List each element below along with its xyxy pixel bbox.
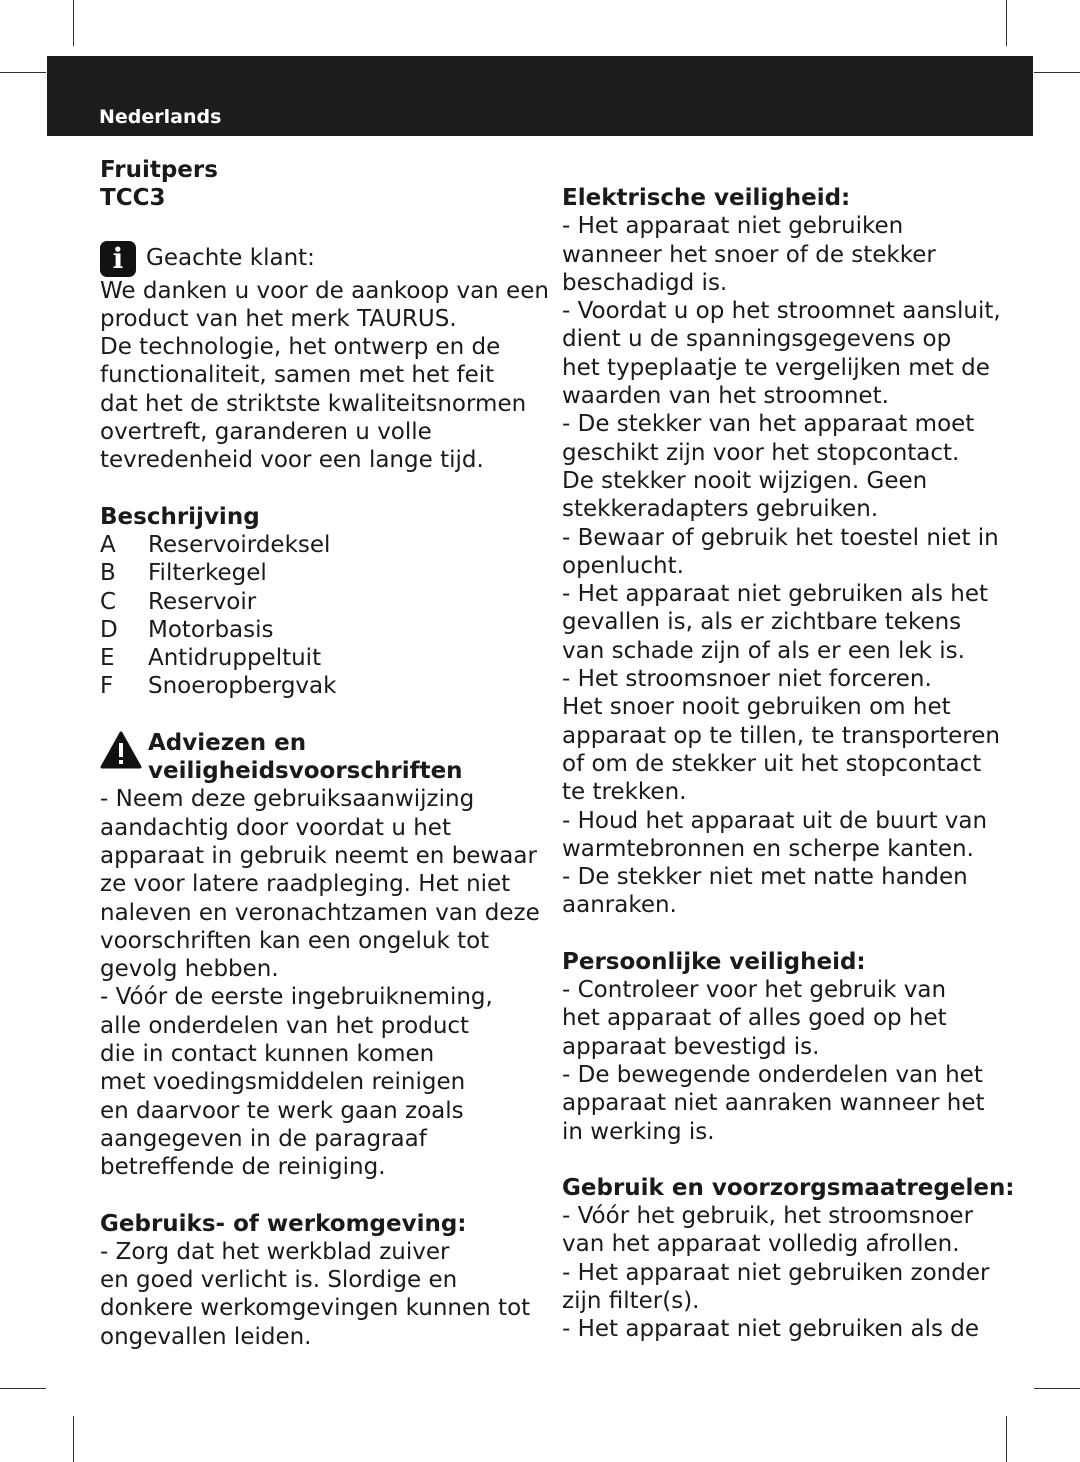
text-line: dat het de striktste kwaliteitsnormen [100, 390, 527, 417]
description-item [100, 616, 530, 644]
usage-heading: Gebruik en voorzorgsmaatregelen: [562, 1174, 1015, 1201]
text-line: openlucht. [562, 552, 684, 579]
description-item-label: Antidruppeltuit [148, 645, 322, 672]
text-line: geschikt zijn voor het stopcontact. [562, 439, 960, 466]
greeting: Geachte klant: [146, 245, 315, 272]
text-line: apparaat bevestigd is. [562, 1033, 820, 1060]
text-line: tevredenheid voor een lange tijd. [100, 447, 484, 474]
description-item [100, 531, 530, 559]
description-item-letter: E [100, 645, 115, 672]
advice-heading-block [100, 729, 530, 786]
description-item-label: Filterkegel [148, 560, 267, 587]
description-list [100, 531, 530, 701]
description-item [100, 672, 530, 700]
text-line: - Houd het apparaat uit de buurt van [562, 807, 988, 834]
text-line: - Het apparaat niet gebruiken als het [562, 581, 989, 608]
description-item-label: Reservoir [148, 588, 257, 615]
text-line: product van het merk TAURUS. [100, 305, 457, 332]
text-line: waarden van het stroomnet. [562, 383, 889, 410]
description-item-letter: B [100, 560, 116, 587]
text-line: aangegeven in de paragraaf [100, 1125, 427, 1152]
personal-text [562, 976, 992, 1146]
description-item-label: Reservoirdeksel [148, 531, 331, 558]
text-line: aandachtig door voordat u het [100, 814, 451, 841]
description-item-label: Motorbasis [148, 616, 274, 643]
environment-text [100, 1238, 530, 1351]
text-line: - De stekker niet met natte handen [562, 864, 968, 891]
text-line: het apparaat of alles goed op het [562, 1005, 947, 1032]
description-item [100, 588, 530, 616]
text-line: - Het apparaat niet gebruiken zonder [562, 1259, 990, 1286]
description-item-letter: C [100, 588, 117, 615]
text-line: en daarvoor te werk gaan zoals [100, 1097, 464, 1124]
text-line: en goed verlicht is. Slordige en [100, 1267, 458, 1294]
text-line: alle onderdelen van het product [100, 1012, 470, 1039]
text-line: betreffende de reiniging. [100, 1154, 386, 1181]
left-column [100, 156, 549, 1351]
text-line: gevolg hebben. [100, 956, 279, 983]
product-model: TCC3 [100, 185, 166, 212]
crop-mark [1006, 0, 1007, 46]
text-line: voorschriften kan een ongeluk tot [100, 927, 490, 954]
text-line: ze voor latere raadpleging. Het niet [100, 871, 511, 898]
text-line: - Het stroomsnoer niet forceren. [562, 666, 932, 693]
text-line: wanneer het snoer of de stekker [562, 241, 936, 268]
crop-mark [73, 1416, 74, 1462]
text-line: - Neem deze gebruiksaanwijzing [100, 786, 475, 813]
text-line: van het apparaat volledig afrollen. [562, 1231, 960, 1258]
text-line: zijn filter(s). [562, 1287, 700, 1314]
text-line: - Het apparaat niet gebruiken als de [562, 1316, 980, 1343]
text-line: overtreft, garanderen u volle [100, 419, 432, 446]
text-line: apparaat in gebruik neemt en bewaar [100, 842, 537, 869]
advice-text [100, 785, 540, 1181]
text-line: ongevallen leiden. [100, 1323, 312, 1350]
language-label: Nederlands [99, 106, 222, 128]
text-line: naleven en veronachtzamen van deze [100, 899, 540, 926]
text-line: of om de stekker uit het stopcontact [562, 750, 982, 777]
text-line: - De stekker van het apparaat moet [562, 411, 975, 438]
advice-heading-line-2: veiligheidsvoorschriften [148, 758, 463, 785]
text-line: - Vóór het gebruik, het stroomsnoer [562, 1203, 974, 1230]
text-line: - Voordat u op het stroomnet aansluit, [562, 298, 1001, 325]
text-line: apparaat op te tillen, te transporteren [562, 722, 1000, 749]
text-line: gevallen is, als er zichtbare tekens [562, 609, 962, 636]
usage-text [562, 1202, 992, 1343]
text-line: het typeplaatje te vergelijken met de [562, 354, 990, 381]
text-line: apparaat niet aanraken wanneer het [562, 1090, 985, 1117]
crop-mark [1034, 1388, 1080, 1389]
description-item-label: Snoeropbergvak [148, 673, 337, 700]
text-line: van schade zijn of als er een lek is. [562, 637, 965, 664]
description-item-letter: D [100, 616, 118, 643]
text-line: die in contact kunnen komen [100, 1041, 435, 1068]
crop-mark [1034, 72, 1080, 73]
crop-mark [73, 0, 74, 46]
description-heading: Beschrijving [100, 503, 260, 530]
description-item [100, 559, 530, 587]
right-column [562, 184, 1015, 1344]
electric-heading: Elektrische veiligheid: [562, 185, 851, 211]
advice-heading-line-1: Adviezen en [148, 729, 307, 756]
info-icon: i [100, 241, 136, 277]
product-title: Fruitpers [100, 157, 218, 183]
text-line: Het snoer nooit gebruiken om het [562, 694, 951, 721]
language-bar [47, 56, 1033, 136]
text-line: De stekker nooit wijzigen. Geen [562, 467, 928, 494]
description-item-letter: A [100, 531, 116, 558]
greeting-row [100, 241, 530, 277]
text-line: - De bewegende onderdelen van het [562, 1061, 983, 1088]
crop-mark [0, 1388, 46, 1389]
crop-mark [0, 72, 46, 73]
text-line: met voedingsmiddelen reinigen [100, 1069, 466, 1096]
text-line: stekkeradapters gebruiken. [562, 496, 879, 523]
text-line: De technologie, het ontwerp en de [100, 334, 501, 361]
text-line: te trekken. [562, 779, 687, 806]
text-line: - Zorg dat het werkblad zuiver [100, 1238, 450, 1265]
environment-heading: Gebruiks- of werkomgeving: [100, 1210, 467, 1237]
crop-mark [1006, 1416, 1007, 1462]
text-line: beschadigd is. [562, 269, 728, 296]
warning-icon [100, 731, 144, 769]
text-line: - Bewaar of gebruik het toestel niet in [562, 524, 999, 551]
text-line: We danken u voor de aankoop van een [100, 277, 549, 304]
personal-heading: Persoonlijke veiligheid: [562, 948, 866, 975]
description-item-letter: F [100, 673, 114, 700]
intro-text [100, 277, 549, 475]
text-line: aanraken. [562, 892, 677, 919]
text-line: - Het apparaat niet gebruiken [562, 213, 904, 240]
description-item [100, 644, 530, 672]
electric-text [562, 212, 1001, 919]
text-line: warmtebronnen en scherpe kanten. [562, 835, 974, 862]
text-line: functionaliteit, samen met het feit [100, 362, 495, 389]
text-line: in werking is. [562, 1118, 715, 1145]
text-line: - Controleer voor het gebruik van [562, 977, 947, 1004]
text-line: dient u de spanningsgegevens op [562, 326, 952, 353]
text-line: - Vóór de eerste ingebruikneming, [100, 984, 493, 1011]
text-line: donkere werkomgevingen kunnen tot [100, 1295, 531, 1322]
